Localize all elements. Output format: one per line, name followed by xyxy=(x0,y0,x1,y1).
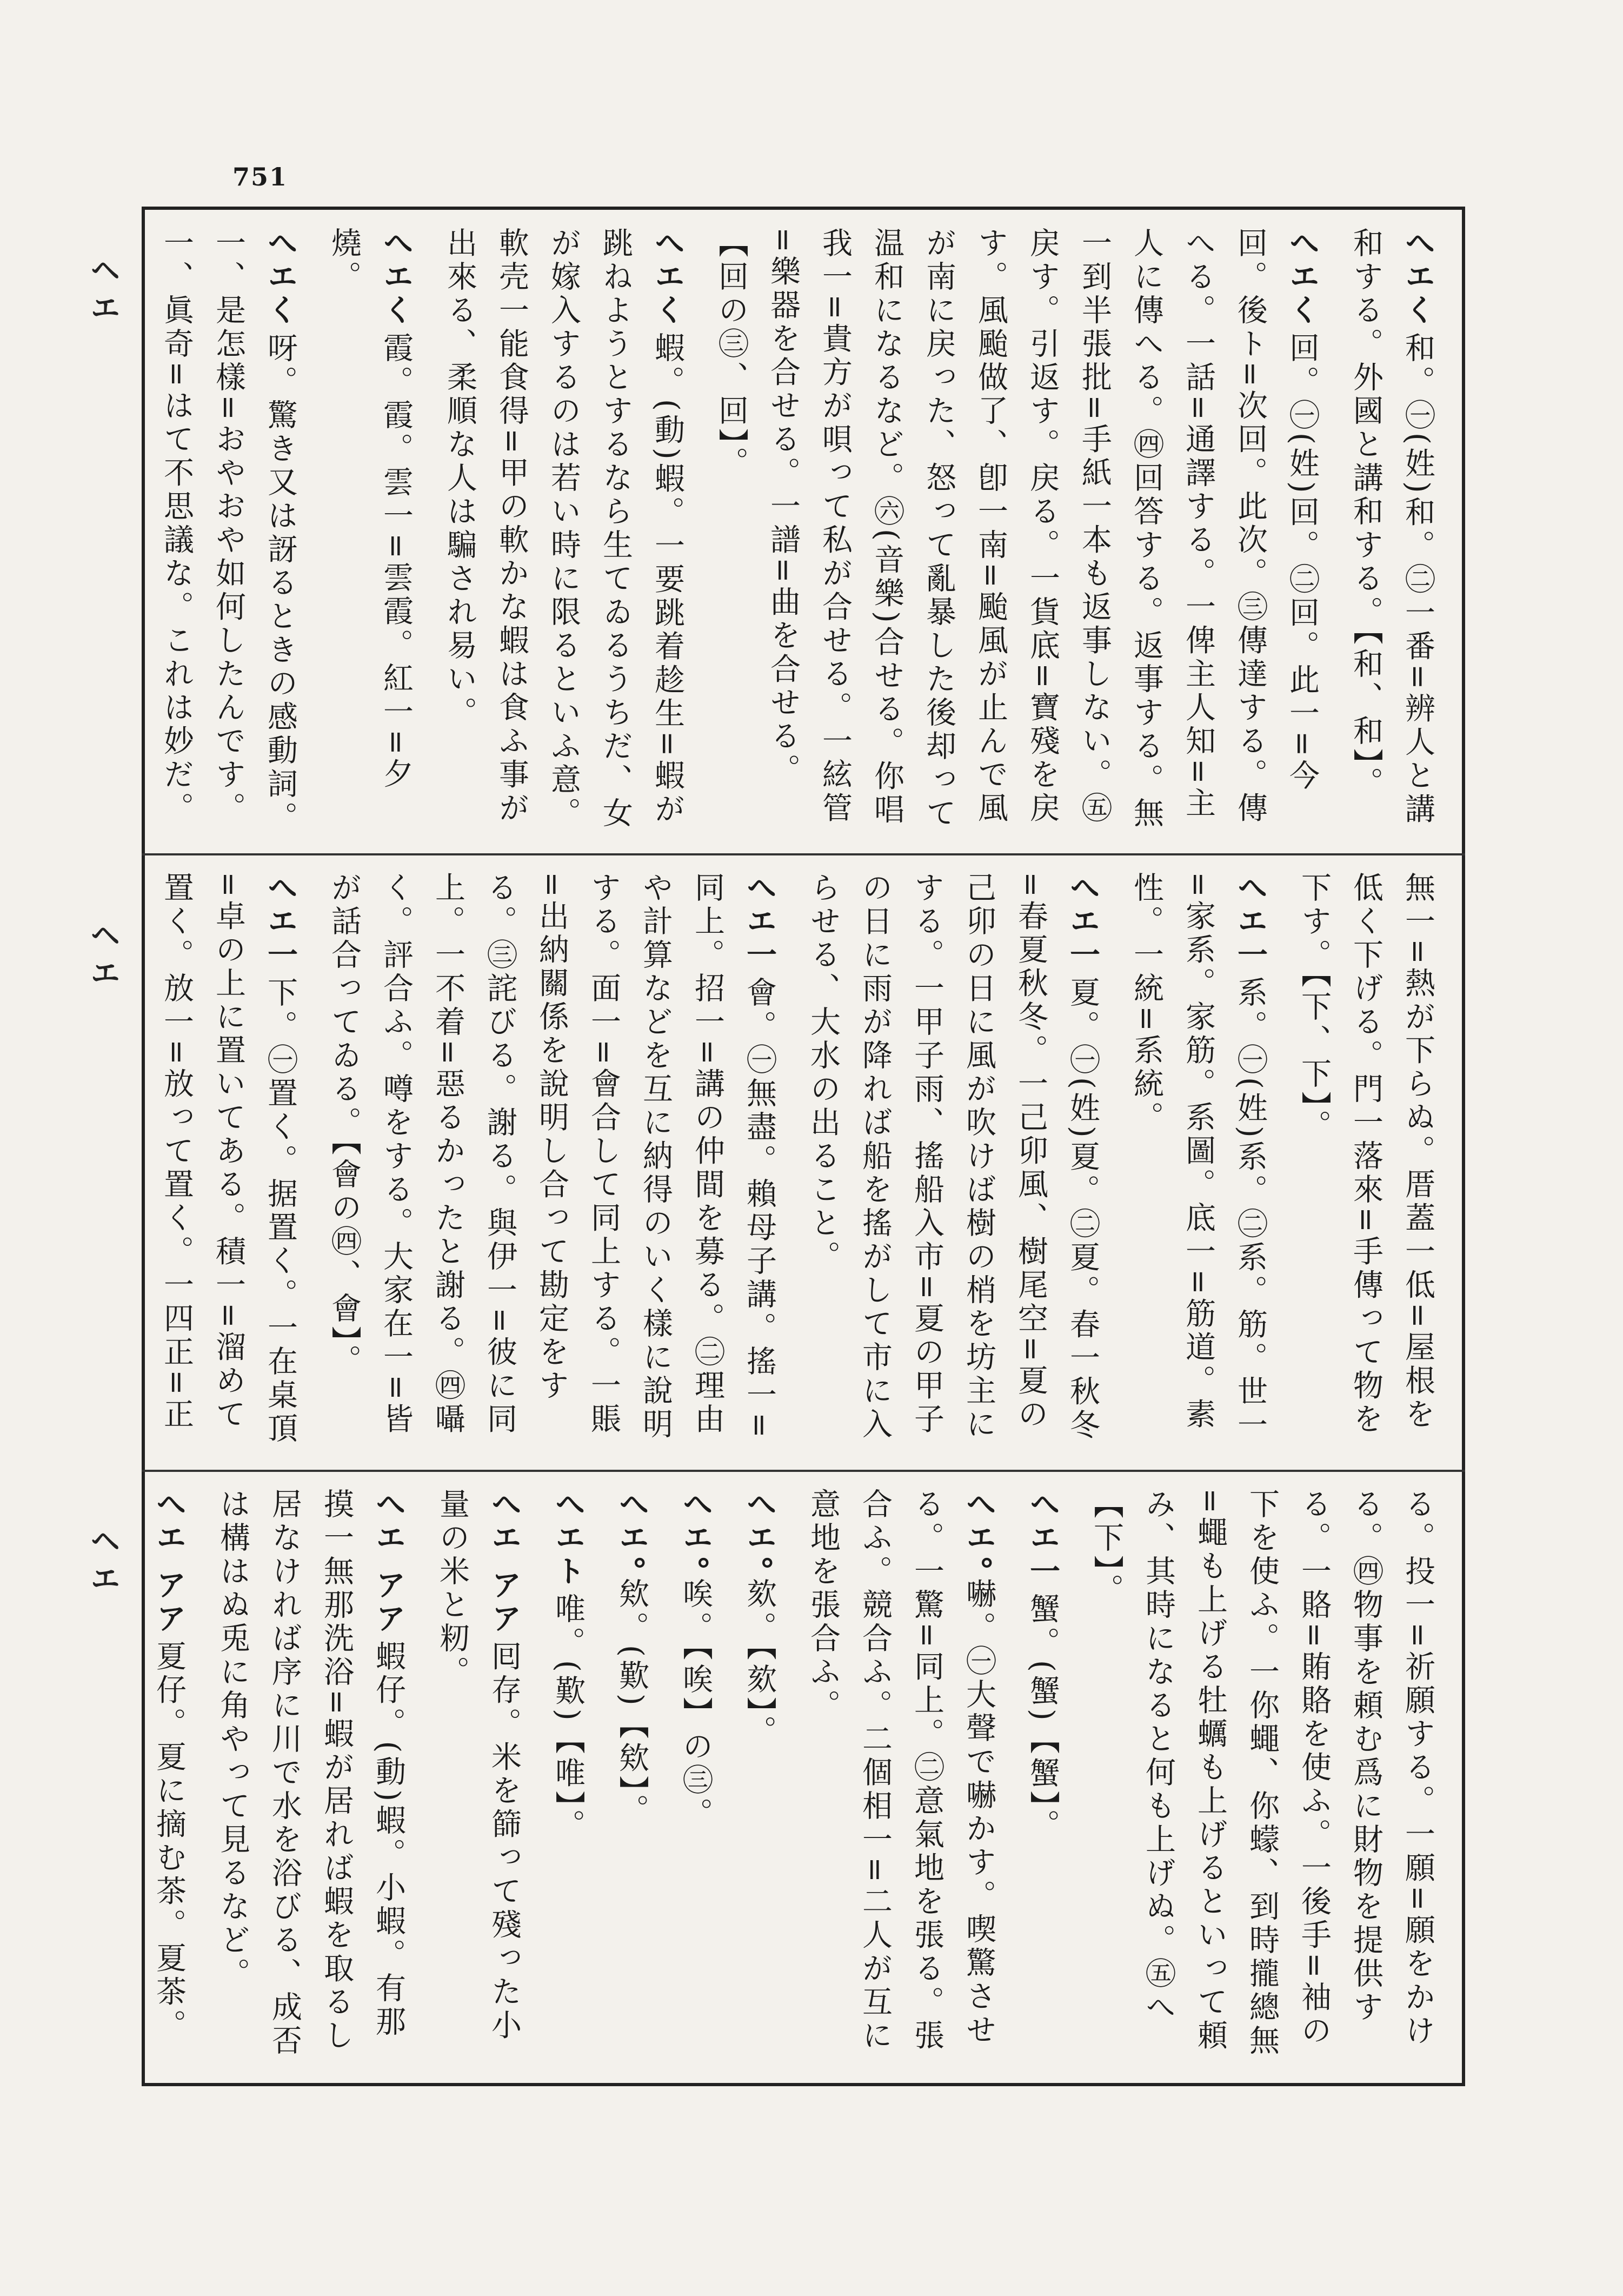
entry-definition: 唯。(歎)【唯】。 xyxy=(550,1593,586,1843)
entry-reading: へエ° xyxy=(961,1488,996,1574)
dictionary-entry xyxy=(318,872,785,1452)
dictionary-entry xyxy=(150,227,306,836)
entry-definition: 回。㊀(姓)回。㊁回。此一=今回。後ト=次回。此次。㊂傳達する。傳へる。一話=通譯する。一俾主人知=主人に傳へる。㊃回答する。返事する。無一到半張批=手紙一本も返事しない。㊄戻す。引返す。戻る。一貨底=寶殘を戻す。風颱做了、卽一南=颱風が止んで風が南に戻った、怒って亂暴した後却って温和になるなど。㊅(音樂)合せる。你唱我一=貴方が唄って私が合せる。一絃管=樂器を合せる。一譜=曲を合せる。【回の㊂、回】。 xyxy=(714,227,1320,831)
dictionary-entry xyxy=(1340,227,1444,836)
dictionary-entry xyxy=(669,1488,721,2067)
dictionary-entry xyxy=(1080,1488,1444,2067)
entry-definition: 無一=熱が下らぬ。厝蓋一低=屋根を低く下げる。門一落來=手傳って物を下す。【下、下】。 xyxy=(1296,872,1435,1437)
entry-reading: へエ° xyxy=(614,1488,649,1574)
dictionary-entry xyxy=(207,1488,414,2067)
dictionary-entry xyxy=(426,1488,530,2067)
tier-text xyxy=(151,1488,1444,2067)
margin-mark-bottom: ヘエ xyxy=(85,1525,121,1601)
entry-reading: へエく xyxy=(650,227,685,328)
entry-reading: へエく xyxy=(378,227,414,328)
dictionary-entry xyxy=(797,872,1108,1452)
entry-reading: へエ アア xyxy=(151,1488,187,1636)
tier-bottom xyxy=(142,1472,1465,2083)
dictionary-entry xyxy=(143,1488,195,2067)
tier-top xyxy=(142,211,1465,852)
dictionary-entry xyxy=(142,872,306,1452)
dictionary-entry xyxy=(318,227,422,836)
entry-definition: 蟹。(蟹)【蟹】。 xyxy=(1025,1593,1060,1843)
dictionary-entry xyxy=(542,1488,594,2067)
entry-definition: 蝦。(動)蝦。一要跳着趁生=蝦が跳ねようとするなら生てゐるうちだ、女が嫁入するのは若い時に限るといふ意。軟壳一能食得=甲の軟かな蝦は食ふ事が出來る、柔順な人は騙され易い。 xyxy=(442,227,685,831)
entry-definition: 下。㊀置く。据置く。一在桌頂=卓の上に置いてある。積一=溜めて置く。放一=放って置く。一四正=正 xyxy=(159,872,298,1446)
entry-definition: 囘存。米を篩って殘った小量の米と籾。 xyxy=(435,1488,522,2043)
dictionary-entry xyxy=(1288,872,1444,1452)
entry-definition: 夏仔。夏に摘む茶。夏茶。 xyxy=(151,1640,187,2043)
entry-reading: へエ一 xyxy=(1233,872,1268,972)
margin-mark-middle: ヘエ xyxy=(85,919,121,995)
entry-definition: 欬。【欬】。 xyxy=(742,1578,777,1749)
entry-reading: へエ° xyxy=(742,1488,777,1574)
entry-definition: 系。㊀(姓)系。㊁系。筋。世一=家系。家筋。系圖。底一=筋道。素性。一統=系統。 xyxy=(1129,872,1268,1443)
entry-reading: へエく xyxy=(1400,227,1435,328)
entry-reading: へエ一 xyxy=(263,872,298,972)
page-number: 751 xyxy=(232,162,288,191)
margin-mark-top: ヘエ xyxy=(85,254,121,330)
tier-middle xyxy=(142,855,1465,1469)
entry-definition: 夏。㊀(姓)夏。㊁夏。春一秋冬=春夏秋冬。一己卯風、樹尾空=夏の己卯の日に風が吹けば樹の梢を坊主にする。一甲子雨、搖船入市=夏の甲子の日に雨が降れば船を搖がして市に入らせる、大水の出ること。 xyxy=(806,872,1100,1443)
entry-definition: 霞。霞。雲一=雲霞。紅一=夕燒。 xyxy=(327,227,414,792)
dictionary-entry xyxy=(797,1488,1005,2067)
entry-definition: 呀。驚き又は訝るときの感動詞。一、是怎樣=おやおや如何したんです。一、眞奇=はて不思議な。これは妙だ。 xyxy=(159,227,298,835)
entry-reading: へエ° xyxy=(678,1488,713,1574)
dictionary-entry xyxy=(733,1488,785,2067)
entry-reading: へエ一 xyxy=(1025,1488,1060,1589)
dictionary-entry xyxy=(705,227,1328,836)
entry-definition: 嚇。㊀大聲で嚇かす。喫驚させる。一驚=同上。㊁意氣地を張る。張合ふ。競合ふ。二個相一=二人が互に意地を張合ふ。 xyxy=(806,1488,996,2053)
entry-definition: る。投一=祈願する。一願=願をかける。㊃物事を頼む爲に財物を提供する。一賂=賄賂を使ふ。一後手=袖の下を使ふ。一你蠅、你蠓、到時攏總無=蠅も上げる牡蠣も上げるといって頼み、其時になると何も上げぬ。㊄へ【下】。 xyxy=(1089,1488,1435,2058)
dictionary-entry xyxy=(606,1488,657,2067)
tier-text xyxy=(159,872,1444,1452)
tier-text xyxy=(159,227,1444,836)
entry-definition: 欸。(歎)【欸】。 xyxy=(614,1578,649,1828)
entry-definition: 會。㊀無盡。賴母子講。搖一=同上。招一=講の仲間を募る。㊁理由や計算などを互に納得のいく樣に說明する。面一=會合して同上する。一賬=出納關係を說明し合って勘定をする。㊂詫びる。謝る。與伊一=彼に同上。一不着=惡るかったと謝る。㊃囁く。評合ふ。噂をする。大家在一=皆が話合ってゐる。【會の㊃、會】。 xyxy=(327,872,777,1442)
entry-reading: へエ アア xyxy=(487,1488,522,1636)
entry-reading: へエく xyxy=(263,227,298,328)
dictionary-entry xyxy=(1120,872,1276,1452)
entry-reading: へエ アア xyxy=(371,1488,406,1636)
entry-reading: へエ一 xyxy=(742,872,777,972)
dictionary-entry xyxy=(434,227,693,836)
dictionary-entry xyxy=(1016,1488,1068,2067)
entry-definition: 蝦仔。(動)蝦。小蝦。有那摸一無那洗浴=蝦が居れば蝦を取るし居なければ序に川で水を浴びる、成否は構はぬ兎に角やって見るなど。 xyxy=(215,1488,406,2058)
entry-definition: 和。㊀(姓)和。㊁一番=辨人と講和する。外國と講和する。【和、和】。 xyxy=(1348,227,1435,827)
entry-reading: へエく xyxy=(1285,227,1320,328)
entry-reading: へエト xyxy=(550,1488,586,1589)
entry-reading: へエ一 xyxy=(1065,872,1100,972)
entry-definition: 唉。【唉】の㊂。 xyxy=(678,1578,713,1831)
